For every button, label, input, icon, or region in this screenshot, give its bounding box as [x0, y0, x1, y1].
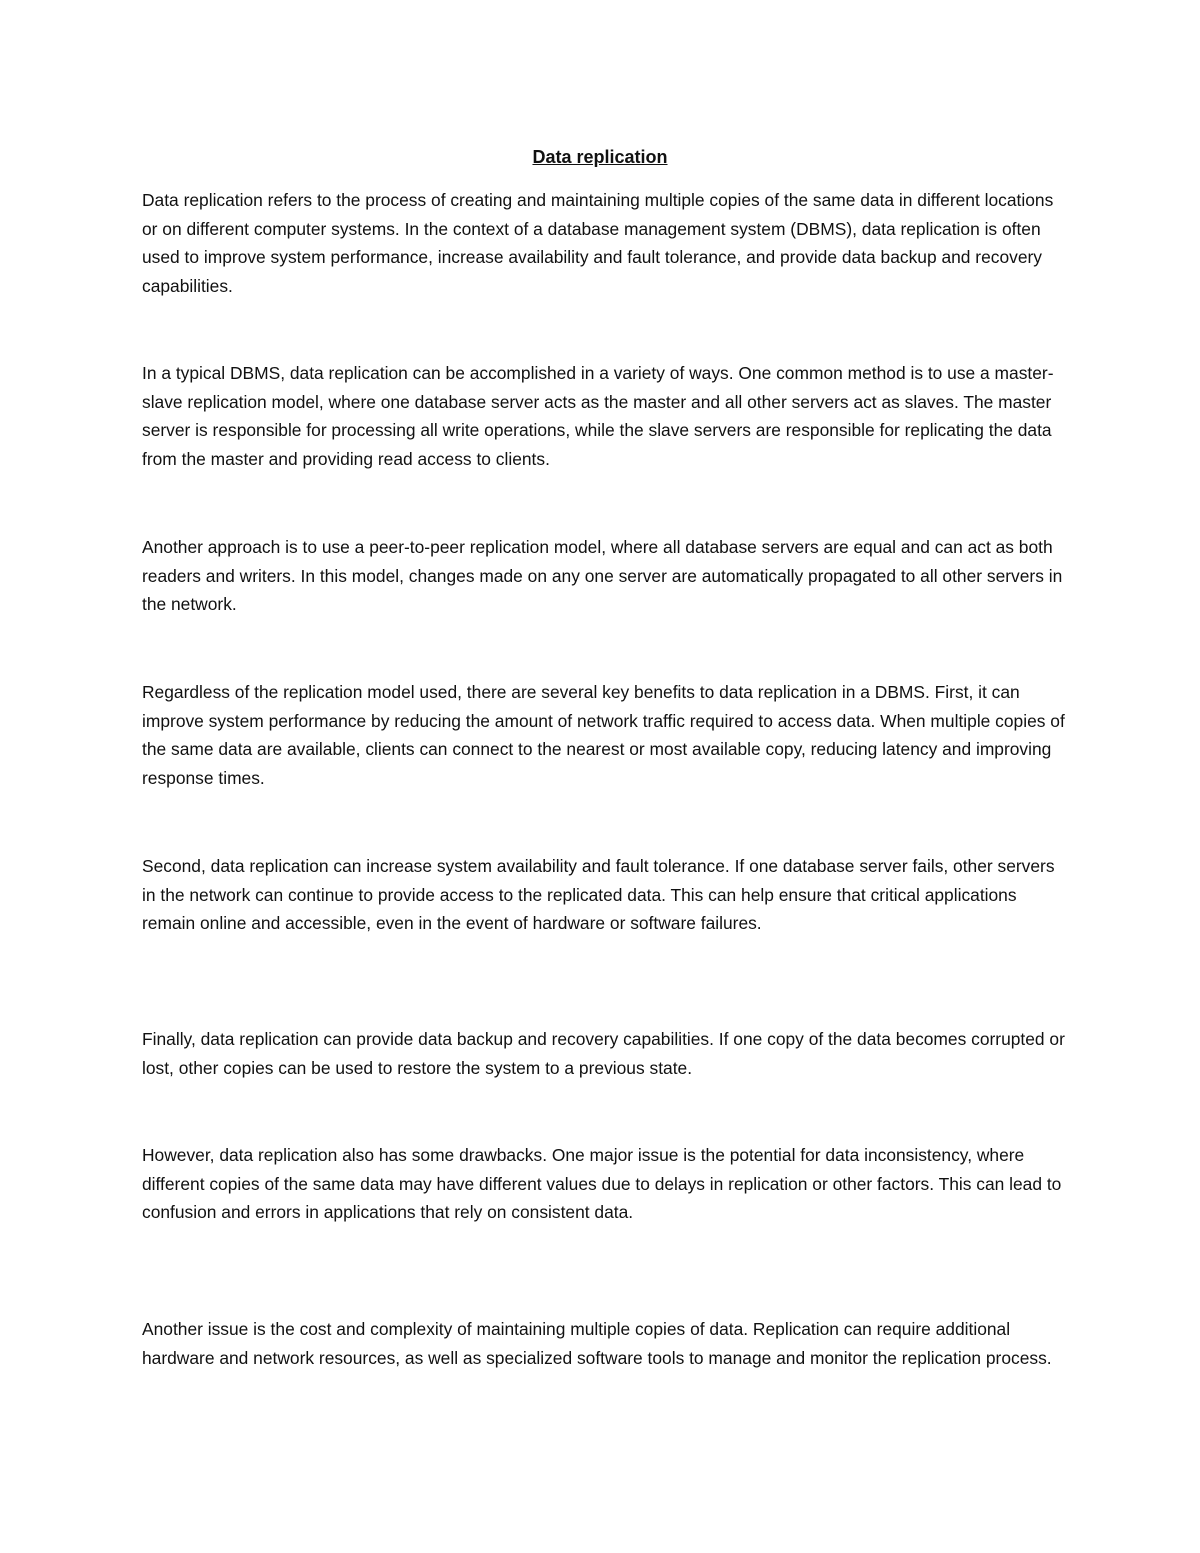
paragraph-intro: Data replication refers to the process of creating and maintaining multiple copies of the same data in different locations or on different computer systems. In the context of a database management system (DBMS), data replication is often used to improve system performance, increase availability and fault tolerance, and provide data backup and recovery capabilities.	[142, 190, 1054, 296]
paragraph-drawbacks-cost: Another issue is the cost and complexity of maintaining multiple copies of data. Replication can require additional hardware and network resources, as well as specialized software tools to manage and monitor the replication process.	[142, 1319, 1052, 1368]
paragraph-benefits-availability: Second, data replication can increase system availability and fault tolerance. If one database server fails, other servers in the network can continue to provide access to the replicated data. This can help ensure that critical applications remain online and accessible, even in the event of hardware or software failures.	[142, 856, 1055, 934]
paragraph-drawbacks-consistency: However, data replication also has some drawbacks. One major issue is the potential for data inconsistency, where different copies of the same data may have different values due to delays in replication or other factors. This can lead to confusion and errors in applications that rely on consistent data.	[142, 1145, 1062, 1223]
paragraph-peer-to-peer: Another approach is to use a peer-to-peer replication model, where all database servers are equal and can act as both readers and writers. In this model, changes made on any one server are automatically propagated to all other servers in the network.	[142, 537, 1063, 615]
paragraph-benefits-backup: Finally, data replication can provide data backup and recovery capabilities. If one copy of the data becomes corrupted or lost, other copies can be used to restore the system to a previous state.	[142, 1029, 1065, 1078]
paragraph-master-slave: In a typical DBMS, data replication can be accomplished in a variety of ways. One common method is to use a master-slave replication model, where one database server acts as the master and all other servers act as slaves. The master server is responsible for processing all write operations, while the slave servers are responsible for replicating the data from the master and providing read access to clients.	[142, 363, 1054, 469]
document-title: Data replication	[532, 147, 668, 167]
paragraph-benefits-performance: Regardless of the replication model used, there are several key benefits to data replication in a DBMS. First, it can improve system performance by reducing the amount of network traffic required to access data. When multiple copies of the same data are available, clients can connect to the nearest or most available copy, reducing latency and improving response times.	[142, 682, 1065, 788]
